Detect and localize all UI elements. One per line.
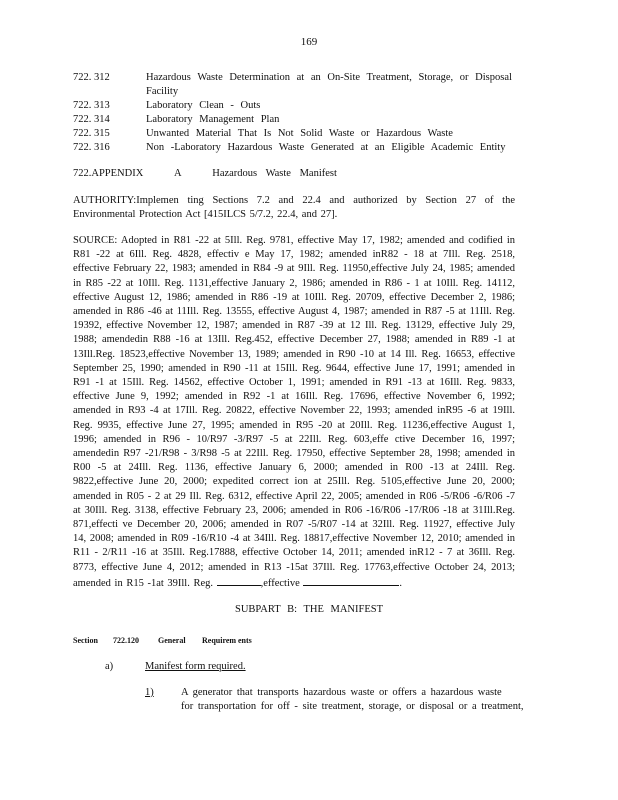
subpart-heading: SUBPART B: THE MANIFEST — [234, 604, 383, 615]
list-item — [145, 686, 525, 714]
toc-section-title: Hazardous Waste Determination at an On-Site Treatment, Storage, or Disposal Facility — [146, 72, 512, 97]
toc-section-number: 722. 316 — [73, 142, 110, 153]
list-item-text: A generator that transports hazardous waste or offers a hazardous waste — [181, 687, 502, 698]
authority-note: AUTHORITY:Implemen ting Sections 7.2 and 22.4 and authorized by Section 27 of the Environmental Protection Act [415ILCS 5/7.2, 22.4, and 27]. — [73, 195, 515, 221]
source-tail: ,effective — [260, 577, 300, 589]
section-title-word: General — [158, 636, 186, 645]
page-number: 169 — [300, 36, 318, 48]
list-item-label: a) — [105, 661, 114, 672]
toc-row — [73, 127, 516, 141]
toc-section-number: 722. 315 — [73, 128, 110, 139]
appendix-title: Hazardous Waste Manifest — [212, 168, 337, 179]
section-title-word: ents — [238, 636, 252, 645]
toc-section-number: 722. 312 — [73, 72, 110, 83]
section-number: 722.120 — [113, 636, 139, 645]
list-item-label: 1) — [145, 687, 154, 698]
toc-section-title: Unwanted Material That Is Not Solid Waste or Hazardous Waste — [146, 128, 453, 139]
blank-field — [303, 575, 399, 586]
blank-field — [217, 575, 261, 586]
toc-row — [73, 141, 516, 155]
toc-section-title: Laboratory Management Plan — [146, 114, 280, 125]
section-title-word: Requirem — [202, 636, 237, 645]
section-label: Section — [73, 636, 98, 645]
source-text: SOURCE: Adopted in R81 -22 at 5Ill. Reg. 9781, effective May 17, 1982; amended and codified in R81 -22 at 6Ill. Reg. 4828, effectiv e May 17, 1982; amended inR82 - 18 at 7Ill. Reg. 2518, effective February 22, 1983; amended in R84 -9 at 9Ill. Reg. 11950,effective July 24, 1985; amended in R85 -22 at 10Ill. Reg. 1131,effective January 2, 1986; amended in R86 - 1 at 10Ill. Reg. 14112, effective August 12, 1986; amended in R86 -19 at 10Ill. Reg. 20709, effective December 2, 1986; amended in R86 -46 at 11Ill. Reg. 13555, effective August 4, 1987; amended in R87 -5 at 11Ill. Reg. 19392, effective November 12, 1987; amended in R87 -39 at 12 Ill. Reg. 13129, effective July 29, 1988; amendedin R88 -16 at 13Ill. Reg.452, effective December 27, 1988; amended in R89 -1 at 13Ill.Reg. 18523,effective November 13, 1989; amended in R90 -10 at 14 Ill. Reg. 16653, effective September 25, 1990; amended in R90 -11 at 15Ill. Reg. 9644, effective June 17, 1991; amended in R91 -1 at 15Ill. Reg. 14562, effective October 1, 1991; amended in R91 -13 at 16Ill. Reg. 9833, effective June 9, 1992; amended in R92 -1 at 16Ill. Reg. 17696, effective November 6, 1992; amended in R93 -4 at 17Ill. Reg. 20822, effective November 22, 1993; amended inR95 -6 at 19Ill. Reg. 9935, effective June 27, 1995; amended in R95 -20 at 20Ill. Reg. 11236,effective August 1, 1996; amended in R96 - 10/R97 -3/R97 -5 at 22Ill. Reg. 603,effe ctive December 16, 1997; amendedin R97 -21/R98 - 3/R98 -5 at 22Ill. Reg. 17950, effective September 28, 1998; amended in R00 -5 at 24Ill. Reg. 1136, effective January 6, 2000; amended in R00 -13 at 24Ill. Reg. 9822,effective June 20, 2000; expedited correct ion at 25Ill. Reg. 5105,effective June 20, 2000; amended in R05 - 2 at 29 Ill. Reg. 6312, effective April 22, 2005; amended in R06 -5/R06 -6/R06 -7 at 30Ill. Reg. 3138, effective February 23, 2006; amended in R06 -16/R06 -17/R06 -18 at 31Ill.Reg. 871,effecti ve December 20, 2006; amended in R07 -5/R07 -14 at 32Ill. Reg. 11927, effective July 14, 2008; amended in R09 -16/R10 -4 at 34Ill. Reg. 18817,effective November 12, 2010; amended in R11 - 2/R11 -16 at 35Ill. Reg.17888, effective October 14, 2011; amended inR12 - 7 at 36Ill. Reg. 8773, effective June 4, 2012; amended in R13 -15at 37Ill. Reg. 17763,effective October 24, 2013; amended in R15 -1at 39Ill. Reg. — [73, 235, 515, 589]
source-note: SOURCE: Adopted in R81 -22 at 5Ill. Reg. 9781, effective May 17, 1982; amended and codified in R81 -22 at 6Ill. Reg. 4828, effectiv e May 17, 1982; amended inR82 - 18 at 7Ill. Reg. 2518, effective February 22, 1983; amended in R84 -9 at 9Ill. Reg. 11950,effective July 24, 1985; amended in R85 -22 at 10Ill. Reg. 1131,effective January 2, 1986; amended in R86 - 1 at 10Ill. Reg. 14112, effective August 12, 1986; amended in R86 -19 at 10Ill. Reg. 20709, effective December 2, 1986; amended in R86 -46 at 11Ill. Reg. 13555, effective August 4, 1987; amended in R87 -5 at 11Ill. Reg. 19392, effective November 12, 1987; amended in R87 -39 at 12 Ill. Reg. 13129, effective July 29, 1988; amendedin R88 -16 at 13Ill. Reg.452, effective December 27, 1988; amended in R89 -1 at 13Ill.Reg. 18523,effective November 13, 1989; amended in R90 -10 at 14 Ill. Reg. 16653, effective September 25, 1990; amended in R90 -11 at 15Ill. Reg. 9644, effective June 17, 1991; amended in R91 -1 at 15Ill. Reg. 14562, effective October 1, 1991; amended in R91 -13 at 16Ill. Reg. 9833, effective June 9, 1992; amended in R92 -1 at 16Ill. Reg. 17696, effective November 6, 1992; amended in R93 -4 at 17Ill. Reg. 20822, effective November 22, 1993; amended inR95 -6 at 19Ill. Reg. 9935, effective June 27, 1995; amended in R95 -20 at 20Ill. Reg. 11236,effective August 1, 1996; amended in R96 - 10/R97 -3/R97 -5 at 22Ill. Reg. 603,effe ctive December 16, 1997; amendedin R97 -21/R98 - 3/R98 -5 at 22Ill. Reg. 17950, effective September 28, 1998; amended in R00 -5 at 24Ill. Reg. 1136, effective January 6, 2000; amended in R00 -13 at 24Ill. Reg. 9822,effective June 20, 2000; expedited correct ion at 25Ill. Reg. 5105,effective June 20, 2000; amended in R05 - 2 at 29 Ill. Reg. 6312, effective April 22, 2005; amended in R06 -5/R06 -6/R06 -7 at 30Ill. Reg. 3138, effective February 23, 2006; amended in R06 -16/R06 -17/R06 -18 at 31Ill.Reg. 871,effecti ve December 20, 2006; amended in R07 -5/R07 -14 at 32Ill. Reg. 11927, effective July 14, 2008; amended in R09 -16/R10 -4 at 34Ill. Reg. 18817,effective November 12, 2010; amended in R11 - 2/R11 -16 at 35Ill. Reg.17888, effective October 14, 2011; amended inR12 - 7 at 36Ill. Reg. 8773, effective June 4, 2012; amended in R13 -15at 37Ill. Reg. 17763,effective October 24, 2013; amended in R15 -1at 39Ill. Reg. ,effective . — [73, 235, 515, 589]
list-item-text: for transportation for off - site treatment, storage, or disposal or a treatment, — [181, 701, 524, 712]
appendix-heading — [73, 168, 337, 179]
list-item — [105, 661, 246, 672]
list-item-text: Manifest form required. — [145, 661, 246, 672]
toc-section-number: 722. 313 — [73, 100, 110, 111]
section-heading — [73, 636, 252, 645]
appendix-number: 722.APPENDIX — [73, 168, 144, 179]
toc-row — [73, 71, 516, 99]
toc-section-number: 722. 314 — [73, 114, 110, 125]
toc-row — [73, 113, 516, 127]
toc-section-title: Non -Laboratory Hazardous Waste Generated at an Eligible Academic Entity — [146, 142, 506, 153]
appendix-letter: A — [173, 168, 181, 179]
toc-section-title: Laboratory Clean - Outs — [146, 100, 261, 111]
toc-row — [73, 99, 516, 113]
